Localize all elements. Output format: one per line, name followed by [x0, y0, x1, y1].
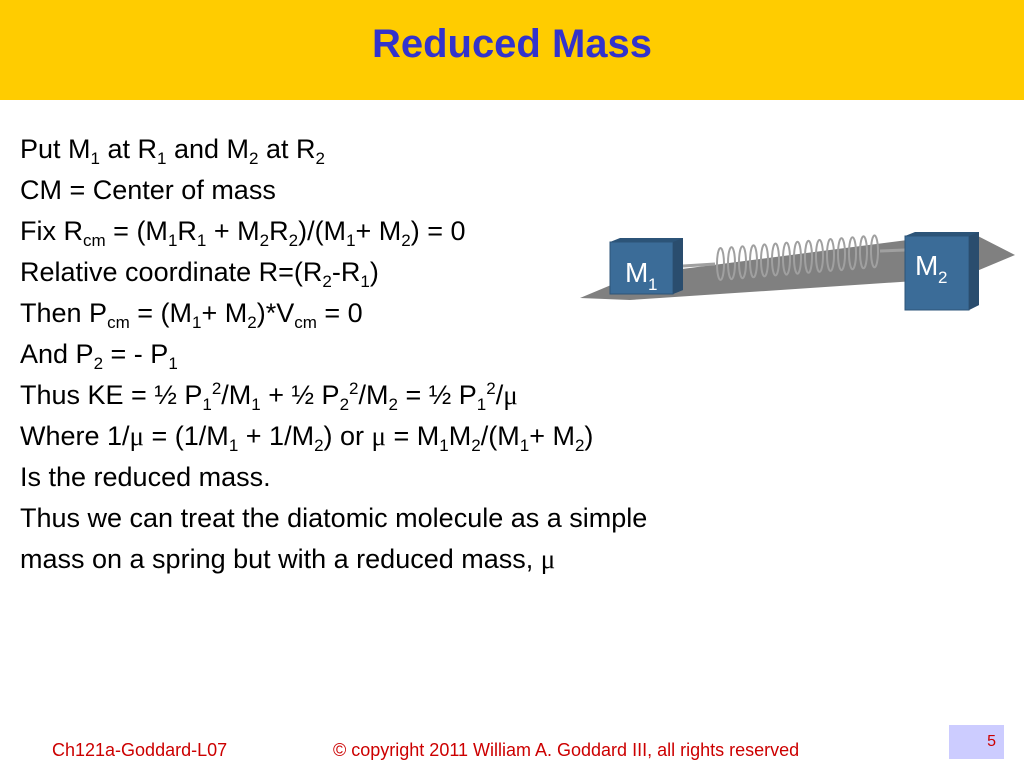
subscript: 2 [288, 231, 299, 250]
subscript: 1 [519, 436, 530, 455]
superscript: 2 [486, 379, 496, 398]
subscript: 2 [259, 231, 270, 250]
text-run: Relative coordinate R=(R [20, 257, 323, 287]
superscript: 2 [349, 379, 359, 398]
subscript: 1 [251, 395, 261, 414]
text-run: Is the reduced mass. [20, 462, 271, 492]
mass-2-block [905, 232, 979, 310]
text-run: Put M [20, 134, 91, 164]
text-run: mass on a spring but with a reduced mass, [20, 544, 541, 574]
text-run: = (1/M [144, 421, 229, 451]
mu-symbol: μ [371, 421, 387, 451]
subscript: 2 [247, 313, 257, 332]
subscript: cm [83, 231, 106, 250]
spring-end [880, 250, 905, 251]
text-run: /M [221, 380, 252, 410]
text-run: ) [369, 257, 379, 287]
text-run: Where 1/ [20, 421, 130, 451]
subscript: 1 [360, 272, 370, 291]
body-line [20, 416, 840, 457]
subscript: 1 [90, 149, 100, 168]
mu-symbol: μ [129, 421, 145, 451]
text-run: + 1/M [238, 421, 315, 451]
subscript: 2 [314, 436, 324, 455]
subscript: 1 [476, 395, 487, 414]
text-run: at R [100, 134, 158, 164]
subscript: 1 [192, 313, 202, 332]
text-run: ) [584, 421, 594, 451]
text-run: )/(M [298, 216, 347, 246]
text-run: / [495, 380, 504, 410]
subscript: 2 [322, 272, 332, 291]
text-run: = (M [129, 298, 192, 328]
subscript: 2 [93, 354, 104, 373]
text-run: /(M [480, 421, 520, 451]
body-line [20, 498, 840, 539]
subscript: 1 [346, 231, 356, 250]
text-run: at R [258, 134, 316, 164]
mass-2-label: M [915, 250, 939, 281]
subscript: 2 [388, 395, 398, 414]
text-run: = 0 [316, 298, 363, 328]
subscript: 2 [401, 231, 411, 250]
mu-symbol: μ [503, 380, 518, 410]
footer-copyright: © copyright 2011 William A. Goddard III, all rights reserved [333, 740, 800, 760]
text-run: )*V [256, 298, 295, 328]
text-run: M [448, 421, 472, 451]
text-run: and M [166, 134, 250, 164]
text-run: Thus we can treat the diatomic molecule as a simple [20, 503, 648, 533]
subscript: 2 [471, 436, 481, 455]
mass-1-subscript: 1 [648, 275, 658, 294]
subscript: 2 [249, 149, 259, 168]
mu-symbol: μ [540, 544, 556, 574]
mass-1-block [610, 238, 683, 294]
page-number-box [949, 725, 1004, 759]
subscript: 1 [202, 395, 212, 414]
text-run: = ½ P [397, 380, 477, 410]
text-run: R [269, 216, 289, 246]
text-run: CM = Center of mass [20, 175, 276, 205]
text-run: -R [331, 257, 361, 287]
text-run: + M [529, 421, 575, 451]
text-run: + M [355, 216, 402, 246]
text-run: And P [20, 339, 94, 369]
superscript: 2 [211, 379, 222, 398]
slide-title: Reduced Mass [371, 22, 653, 66]
body-line [20, 539, 840, 580]
mass-2-subscript: 2 [938, 268, 948, 287]
text-run: ) = 0 [410, 216, 466, 246]
subscript: 2 [574, 436, 585, 455]
text-run: + M [201, 298, 248, 328]
text-run: + ½ P [260, 380, 340, 410]
spring-end [683, 264, 715, 266]
subscript: 1 [168, 354, 178, 373]
subscript: 2 [339, 395, 350, 414]
text-run: Then P [20, 298, 108, 328]
body-line [20, 375, 840, 416]
subscript: cm [294, 313, 317, 332]
text-run: + M [206, 216, 260, 246]
text-run: = M [386, 421, 440, 451]
text-run: = - P [103, 339, 169, 369]
text-run: ) or [323, 421, 372, 451]
body-line [20, 457, 840, 498]
text-run: Fix R [20, 216, 83, 246]
title-bar [0, 0, 1024, 100]
subscript: 2 [315, 149, 326, 168]
subscript: 1 [439, 436, 449, 455]
text-run: = (M [105, 216, 168, 246]
text-run: Thus KE = ½ P [20, 380, 203, 410]
subscript: 1 [157, 149, 167, 168]
footer-course-code: Ch121a-Goddard-L07 [52, 740, 228, 760]
text-run: R [177, 216, 197, 246]
body-line [20, 334, 840, 375]
mass-1-label: M [625, 257, 649, 288]
subscript: cm [107, 313, 130, 332]
subscript: 1 [228, 436, 239, 455]
text-run: /M [358, 380, 389, 410]
page-number: 5 [987, 733, 996, 750]
mass-spring-diagram [575, 160, 1015, 320]
subscript: 1 [196, 231, 207, 250]
subscript: 1 [167, 231, 178, 250]
